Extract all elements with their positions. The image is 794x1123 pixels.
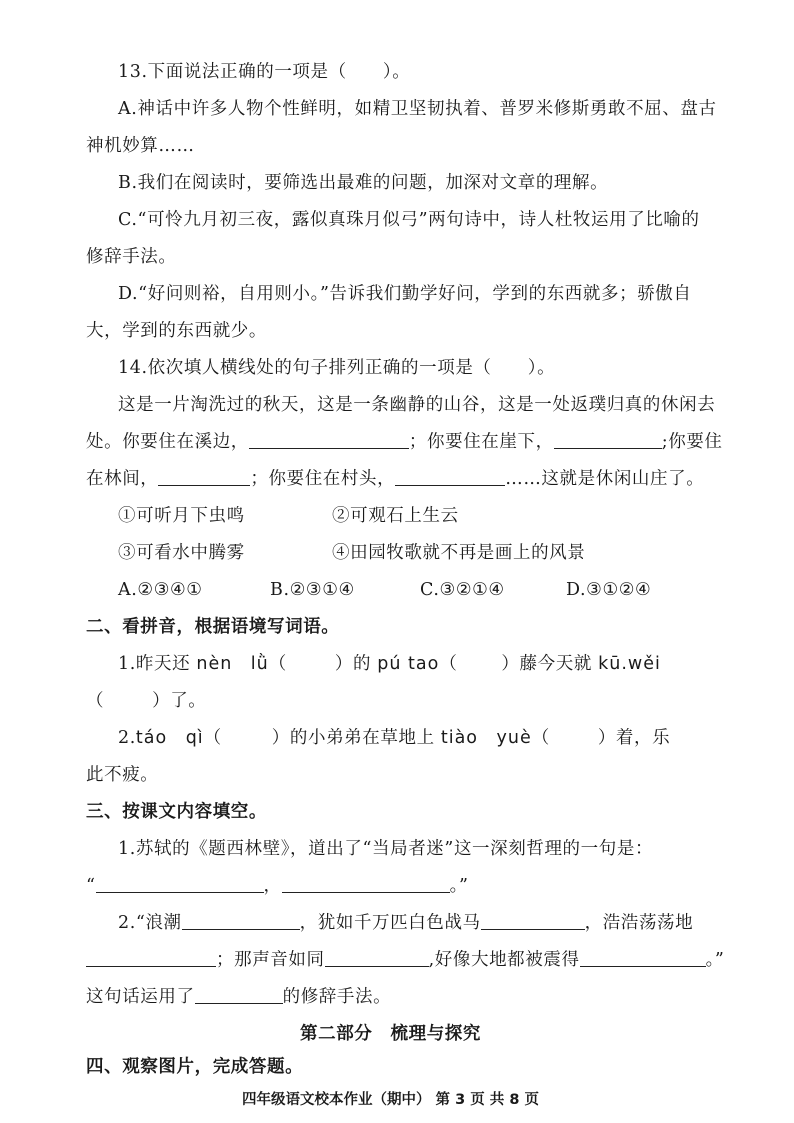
answer-blank[interactable]	[554, 430, 662, 449]
answer-blank[interactable]	[395, 467, 505, 486]
q13-option-c-line1: C.“可怜九月初三夜，露似真珠月似弓”两句诗中，诗人杜牧运用了比喻的	[118, 210, 700, 230]
sec3-text: 。”	[705, 950, 725, 970]
q14-sentence-3: ③可看水中腾雾	[118, 543, 245, 563]
open-paren: （	[531, 728, 550, 748]
sec2-text: ）藤今天就	[501, 654, 599, 674]
sec3-q2-line3	[86, 985, 391, 1009]
q14-sentence-2: ②可观石上生云	[332, 506, 459, 526]
pinyin-kuwei: kū.wěi	[598, 654, 661, 674]
open-paren: （	[268, 654, 287, 674]
answer-blank[interactable]	[580, 948, 706, 967]
q14-passage-line2	[86, 430, 723, 454]
section-3-title: 三、按课文内容填空。	[86, 802, 267, 822]
sec2-q2-line1	[118, 726, 670, 750]
q13-option-a-line2: 神机妙算……	[86, 136, 195, 156]
pinyin-putao: pú tao	[377, 654, 440, 674]
q14-option-c: C.③②①④	[420, 580, 505, 600]
q13-option-b: B.我们在阅读时，要筛选出最难的问题，加深对文章的理解。	[118, 173, 609, 193]
open-paren: （	[439, 654, 458, 674]
sec2-q2-line2: 此不疲。	[86, 765, 159, 785]
q14-passage-text: 在林间，	[86, 469, 159, 489]
sec2-text: ）的小弟弟在草地上	[271, 728, 441, 748]
q14-passage-line3	[86, 467, 704, 491]
open-paren: （	[203, 728, 222, 748]
sec3-text: ；那声音如同	[216, 950, 325, 970]
sec3-text: ，犹如千万匹白色战马	[299, 913, 481, 933]
pinyin-taoqi: táo qì	[135, 728, 204, 748]
q14-passage-text: ；你要住在村头，	[250, 469, 396, 489]
pinyin-nenlv: nèn lǜ	[196, 654, 269, 674]
sec2-q1-line2	[86, 689, 206, 713]
q13-option-d-line1: D.“好问则裕，自用则小。”告诉我们勤学好问，学到的东西就多；骄傲自	[118, 284, 692, 304]
q14-stem: 14.依次填人横线处的句子排列正确的一项是（ ）。	[118, 358, 556, 378]
sec2-text: 2.	[118, 728, 136, 748]
sec3-q2-line1	[118, 911, 693, 935]
answer-blank[interactable]	[481, 911, 585, 930]
q14-option-b: B.②③①④	[270, 580, 355, 600]
sec3-text: 2.“浪潮	[118, 913, 182, 933]
answer-blank[interactable]	[86, 948, 216, 967]
q13-option-a-line1: A.神话中许多人物个性鲜明，如精卫坚韧执着、普罗米修斯勇敢不屈、盘古	[118, 99, 717, 119]
answer-blank[interactable]	[282, 874, 450, 893]
q14-passage-text: ；你要住在崖下，	[408, 432, 554, 452]
answer-blank[interactable]	[195, 985, 283, 1004]
open-paren: （	[86, 691, 105, 711]
sec3-q1: 1.苏轼的《题西林壁》，道出了“当局者迷”这一深刻哲理的一句是：	[118, 839, 654, 859]
answer-blank[interactable]	[182, 911, 300, 930]
comma: ，	[263, 876, 282, 896]
q13-stem: 13.下面说法正确的一项是（ ）。	[118, 62, 411, 82]
answer-blank[interactable]	[325, 948, 429, 967]
sec3-text: 的修辞手法。	[282, 987, 392, 1007]
sec3-text: ，浩浩荡荡地	[584, 913, 694, 933]
answer-blank[interactable]	[158, 467, 250, 486]
q14-option-a: A.②③④①	[118, 580, 203, 600]
answer-blank[interactable]	[96, 874, 264, 893]
sec2-q1-line1	[118, 652, 661, 676]
page-footer: 四年级语文校本作业（期中） 第 3 页 共 8 页	[242, 1092, 539, 1108]
q13-option-c-line2: 修辞手法。	[86, 247, 177, 267]
part-2-title: 第二部分 梳理与探究	[300, 1024, 481, 1044]
q14-passage-text: ;你要住	[661, 432, 723, 452]
sec2-text: ）着，乐	[597, 728, 671, 748]
sec3-q1-answer-line	[86, 874, 469, 898]
pinyin-tiaoyue: tiào yuè	[440, 728, 532, 748]
sec2-text: ）的	[334, 654, 378, 674]
q14-sentence-1: ①可听月下虫鸣	[118, 506, 245, 526]
sec2-text: 1.昨天还	[118, 654, 197, 674]
sec3-text: ,好像大地都被震得	[428, 950, 580, 970]
q14-sentence-4: ④田园牧歌就不再是画上的风景	[332, 543, 586, 563]
quote-mark: 。”	[449, 876, 469, 896]
quote-mark: “	[86, 876, 96, 896]
q13-option-d-line2: 大，学到的东西就少。	[86, 321, 267, 341]
section-2-title: 二、看拼音，根据语境写词语。	[86, 617, 340, 637]
sec2-text: ）了。	[152, 691, 207, 711]
section-4-title: 四、观察图片，完成答题。	[86, 1057, 304, 1077]
sec3-text: 这句话运用了	[86, 987, 195, 1007]
q14-option-d: D.③①②④	[566, 580, 652, 600]
q14-passage-text: 处。你要住在溪边，	[86, 432, 249, 452]
answer-blank[interactable]	[249, 430, 409, 449]
q14-passage-line1: 这是一片淘洗过的秋天，这是一条幽静的山谷，这是一处返璞归真的休闲去	[118, 395, 716, 415]
sec3-q2-line2	[86, 948, 724, 972]
q14-passage-text: ……这就是休闲山庄了。	[505, 469, 705, 489]
